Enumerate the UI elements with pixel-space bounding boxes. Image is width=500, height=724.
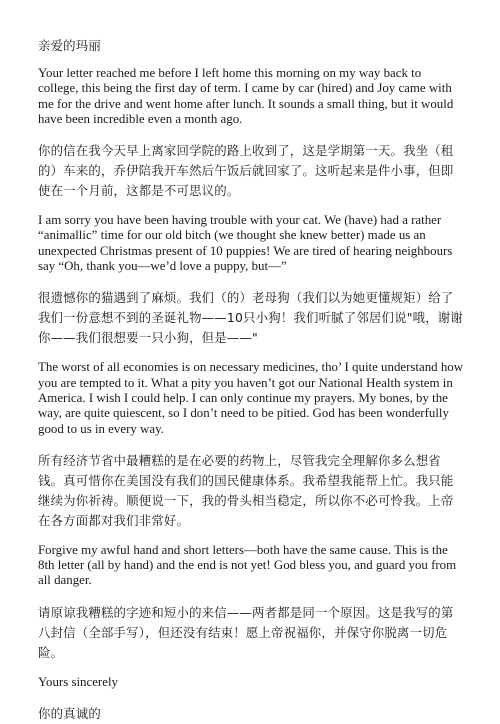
paragraph-1-zh: 你的信在我今天早上离家回学院的路上收到了，这是学期第一天。我坐（租的）车来的，乔伊陪我开车然后午饭后就回家了。这听起来是件小事，但即使在一个月前，这都是不可思议的。 [38,143,454,199]
closing-zh: 你的真诚的 [38,706,101,722]
paragraph-2-zh: 很遗憾你的猫遇到了麻烦。我们（的）老母狗（我们以为她更懂规矩）给了我们一份意想不到的圣诞礼物——10只小狗！我们听腻了邻居们说"哦，谢谢你——我们很想要一只小狗，但是——" [38,290,463,346]
paragraph-4-zh: 请原谅我糟糕的字迹和短小的来信——两者都是同一个原因。这是我写的第八封信（全部手写），但还没有结束！愿上帝祝福你，并保守你脱离一切危险。 [38,604,454,660]
closing-en: Yours sincerely [38,674,118,689]
letter [38,36,464,724]
paragraph-2-en: I am sorry you have been having trouble with your cat. We (have) had a rather “animallic” time for our old bitch (we thought she knew better) made us an unexpected Christmas present of 10 puppies! We are tired of hearing neighbours say “Oh, thank you—we’d love a puppy, but—” [38,213,453,274]
paragraph-3-zh: 所有经济节省中最糟糕的是在必要的药物上，尽管我完全理解你多么想省钱。真可惜你在美国没有我们的国民健康体系。我希望我能帮上忙。我只能继续为你祈祷。顺便说一下，我的骨头相当稳定，所以你不必可怜我。上帝在各方面都对我们非常好。 [38,452,454,528]
salutation-zh: 亲爱的玛丽 [38,38,101,53]
paragraph-1-en: Your letter reached me before I left home this morning on my way back to college, this being the first day of term. I came by car (hired) and Joy came with me for the drive and went home after lunch. It sounds a small thing, but it would have been incredible even a month ago. [38,66,454,126]
paragraph-4-en: Forgive my awful hand and short letters—both have the same cause. This is the 8th letter (all by hand) and the end is not yet! God bless you, and guard you from all danger. [38,542,457,588]
paragraph-3-en: The worst of all economies is on necessary medicines, tho’ I quite understand how you are tempted to it. What a pity you haven’t got our National Health system in America. I wish I could help. I can only continue my prayers. My bones, by the way, are quite quiescent, so I don’t need to be pitied. God has been wonderfully good to us in every way. [38,360,464,436]
